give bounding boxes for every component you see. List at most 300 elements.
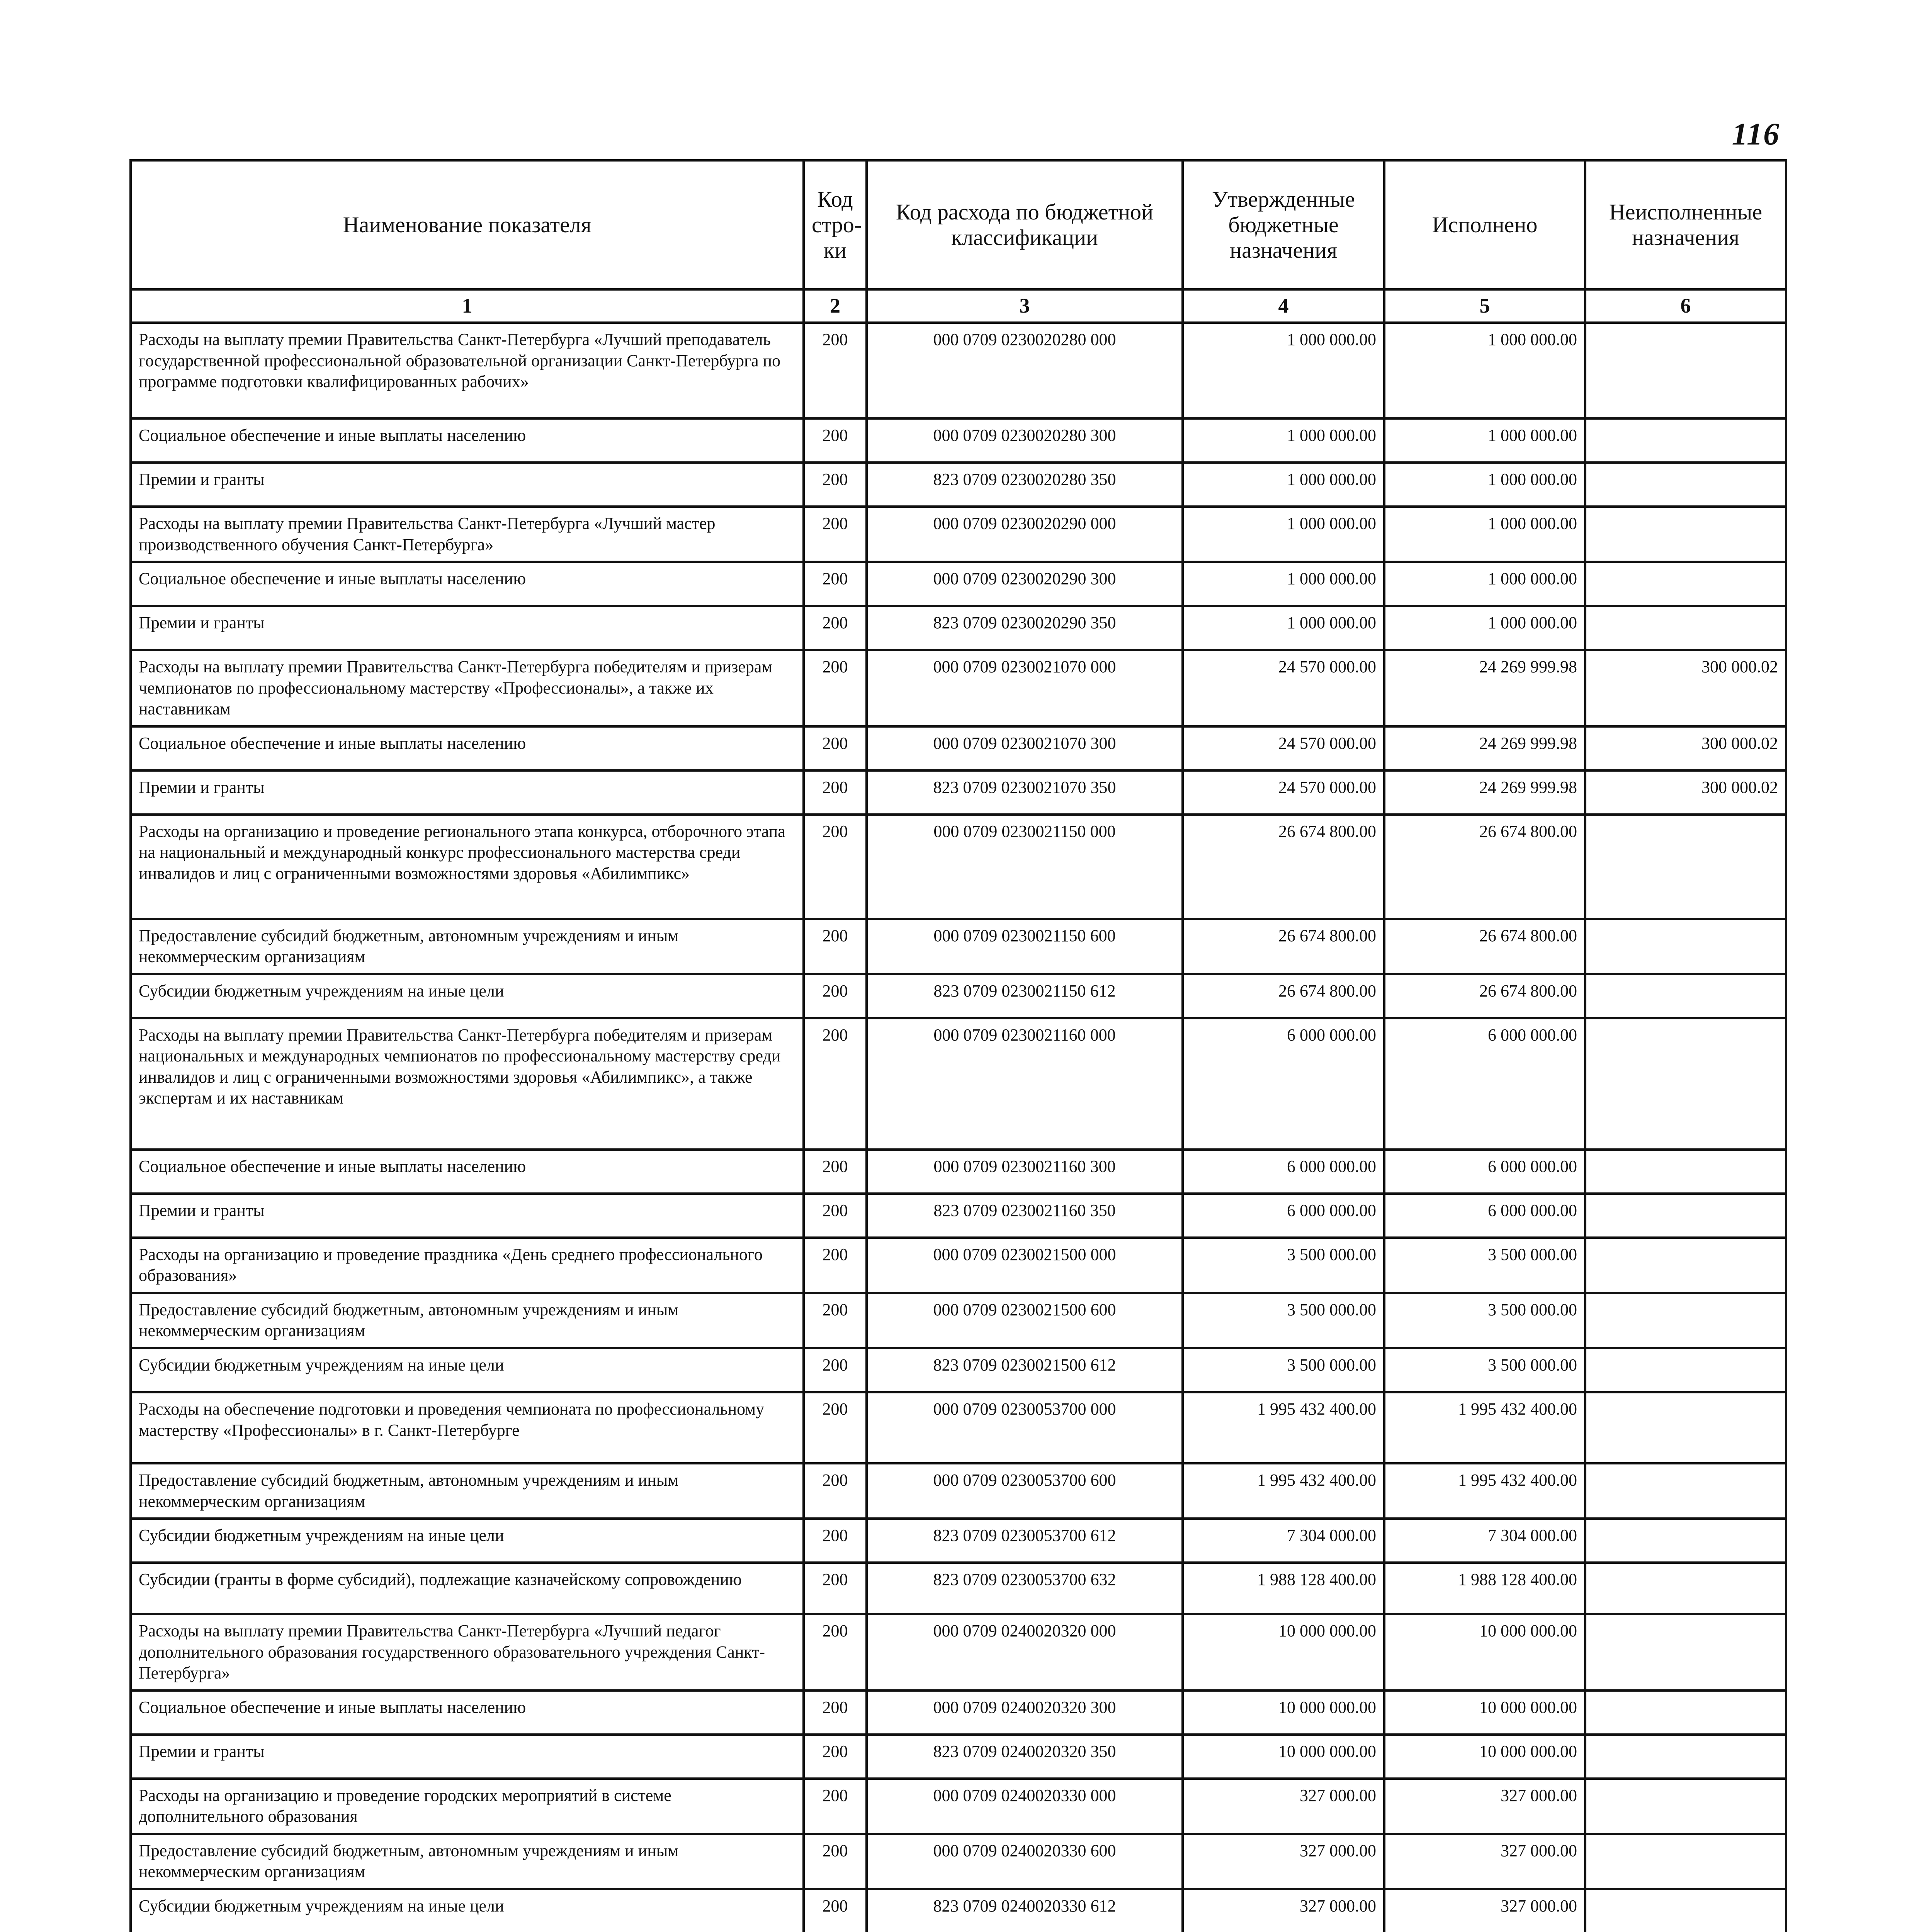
row-executed-cell — [1384, 919, 1585, 974]
row-unexecuted-cell — [1585, 1614, 1786, 1690]
table-row — [131, 1519, 1786, 1563]
row-unexecuted-cell — [1585, 463, 1786, 507]
row-executed-cell — [1384, 1293, 1585, 1348]
row-line-code-cell-text: 200 — [822, 981, 848, 1000]
row-executed-cell-text: 24 269 999.98 — [1479, 777, 1577, 797]
row-name-cell-text: Расходы на выплату премии Правительства Санкт-Петербурга «Лучший мастер производственного обучения Санкт-Петербурга» — [139, 514, 716, 554]
row-line-code-cell-text: 200 — [822, 569, 848, 588]
row-unexecuted-cell — [1585, 1889, 1786, 1932]
row-name-cell-text: Предоставление субсидий бюджетным, автономным учреждениям и иным некоммерческим организациям — [139, 1300, 679, 1340]
column-header-line-code: Код стро-ки — [804, 160, 867, 289]
table-row — [131, 770, 1786, 815]
row-line-code-cell — [804, 1018, 867, 1150]
table-row — [131, 1348, 1786, 1392]
row-budget-code-cell — [867, 1735, 1183, 1779]
row-budget-code-cell-text: 823 0709 0230020290 350 — [933, 613, 1116, 633]
row-executed-cell — [1384, 1735, 1585, 1779]
row-budget-code-cell — [867, 815, 1183, 919]
row-executed-cell-text: 6 000 000.00 — [1488, 1156, 1577, 1176]
row-budget-code-cell — [867, 562, 1183, 606]
row-approved-cell-text: 1 000 000.00 — [1287, 514, 1376, 533]
row-approved-cell — [1183, 1614, 1384, 1690]
row-budget-code-cell-text: 823 0709 0230021500 612 — [933, 1355, 1116, 1375]
column-number: 5 — [1384, 289, 1585, 323]
row-line-code-cell — [804, 418, 867, 463]
row-executed-cell — [1384, 1563, 1585, 1614]
row-line-code-cell — [804, 1779, 867, 1834]
row-unexecuted-cell — [1585, 1690, 1786, 1735]
row-executed-cell — [1384, 562, 1585, 606]
row-name-cell — [131, 1690, 804, 1735]
row-approved-cell — [1183, 1563, 1384, 1614]
table-body — [131, 323, 1786, 1932]
table-row — [131, 323, 1786, 418]
row-approved-cell-text: 24 570 000.00 — [1278, 657, 1376, 677]
row-unexecuted-cell — [1585, 974, 1786, 1018]
row-name-cell — [131, 1194, 804, 1238]
row-executed-cell — [1384, 1348, 1585, 1392]
table-row — [131, 1392, 1786, 1463]
row-name-cell — [131, 418, 804, 463]
row-line-code-cell-text: 200 — [822, 1471, 848, 1490]
row-line-code-cell-text: 200 — [822, 657, 848, 677]
row-budget-code-cell — [867, 1293, 1183, 1348]
row-approved-cell — [1183, 1194, 1384, 1238]
row-executed-cell-text: 6 000 000.00 — [1488, 1025, 1577, 1044]
row-line-code-cell — [804, 815, 867, 919]
row-approved-cell — [1183, 1018, 1384, 1150]
table-row — [131, 1194, 1786, 1238]
row-unexecuted-cell-text: 300 000.02 — [1701, 777, 1778, 797]
row-line-code-cell — [804, 1293, 867, 1348]
row-line-code-cell-text: 200 — [822, 1300, 848, 1319]
row-executed-cell — [1384, 1690, 1585, 1735]
row-budget-code-cell — [867, 1348, 1183, 1392]
row-unexecuted-cell — [1585, 1018, 1786, 1150]
row-line-code-cell-text: 200 — [822, 426, 848, 445]
row-line-code-cell — [804, 1563, 867, 1614]
row-name-cell-text: Субсидии бюджетным учреждениям на иные цели — [139, 981, 504, 1000]
row-name-cell-text: Субсидии бюджетным учреждениям на иные цели — [139, 1355, 504, 1375]
row-executed-cell-text: 1 000 000.00 — [1488, 426, 1577, 445]
row-approved-cell — [1183, 463, 1384, 507]
row-unexecuted-cell — [1585, 726, 1786, 770]
row-approved-cell-text: 6 000 000.00 — [1287, 1025, 1376, 1044]
row-name-cell — [131, 919, 804, 974]
row-budget-code-cell-text: 000 0709 0230021070 300 — [933, 733, 1116, 753]
row-name-cell-text: Расходы на организацию и проведение праздника «День среднего профессионального образования» — [139, 1245, 763, 1285]
row-executed-cell — [1384, 1834, 1585, 1889]
row-approved-cell-text: 7 304 000.00 — [1287, 1526, 1376, 1545]
row-name-cell-text: Субсидии бюджетным учреждениям на иные цели — [139, 1896, 504, 1915]
row-approved-cell-text: 24 570 000.00 — [1278, 777, 1376, 797]
row-executed-cell — [1384, 1463, 1585, 1519]
table-row — [131, 919, 1786, 974]
row-budget-code-cell-text: 000 0709 0230021160 300 — [933, 1156, 1116, 1176]
row-name-cell-text: Премии и гранты — [139, 613, 265, 633]
row-executed-cell — [1384, 1194, 1585, 1238]
row-approved-cell-text: 26 674 800.00 — [1278, 926, 1376, 945]
row-line-code-cell — [804, 1614, 867, 1690]
row-approved-cell-text: 1 000 000.00 — [1287, 470, 1376, 489]
row-unexecuted-cell — [1585, 650, 1786, 726]
row-approved-cell-text: 6 000 000.00 — [1287, 1156, 1376, 1176]
row-executed-cell-text: 26 674 800.00 — [1479, 926, 1577, 945]
row-line-code-cell — [804, 1348, 867, 1392]
column-number: 4 — [1183, 289, 1384, 323]
row-unexecuted-cell-text: 300 000.02 — [1701, 733, 1778, 753]
row-budget-code-cell — [867, 1238, 1183, 1293]
row-approved-cell — [1183, 1834, 1384, 1889]
row-approved-cell-text: 1 000 000.00 — [1287, 330, 1376, 349]
row-name-cell — [131, 463, 804, 507]
row-approved-cell — [1183, 1293, 1384, 1348]
row-name-cell — [131, 1150, 804, 1194]
row-budget-code-cell — [867, 1150, 1183, 1194]
row-executed-cell-text: 1 988 128 400.00 — [1458, 1570, 1577, 1589]
row-approved-cell-text: 10 000 000.00 — [1278, 1621, 1376, 1641]
row-executed-cell — [1384, 1889, 1585, 1932]
row-budget-code-cell-text: 823 0709 0230053700 612 — [933, 1526, 1116, 1545]
row-budget-code-cell — [867, 323, 1183, 418]
row-line-code-cell-text: 200 — [822, 1526, 848, 1545]
row-name-cell — [131, 770, 804, 815]
row-name-cell-text: Социальное обеспечение и иные выплаты населению — [139, 1156, 526, 1176]
table-row — [131, 1150, 1786, 1194]
row-line-code-cell-text: 200 — [822, 926, 848, 945]
row-approved-cell-text: 1 000 000.00 — [1287, 569, 1376, 588]
row-unexecuted-cell — [1585, 815, 1786, 919]
row-line-code-cell — [804, 1238, 867, 1293]
row-budget-code-cell-text: 000 0709 0230021160 000 — [933, 1025, 1116, 1044]
row-budget-code-cell — [867, 606, 1183, 650]
row-budget-code-cell-text: 000 0709 0230021070 000 — [933, 657, 1116, 677]
row-line-code-cell-text: 200 — [822, 613, 848, 633]
row-line-code-cell — [804, 562, 867, 606]
row-line-code-cell-text: 200 — [822, 1621, 848, 1641]
row-approved-cell-text: 327 000.00 — [1300, 1786, 1376, 1805]
row-name-cell-text: Расходы на выплату премии Правительства Санкт-Петербурга победителям и призерам национальных и международных чемпионатов по профессиональному мастерству среди инвалидов и лиц с ограниченными возможностями здоровья «Абилимпикс», а также экспертам и их наставникам — [139, 1025, 781, 1108]
row-line-code-cell — [804, 919, 867, 974]
row-name-cell — [131, 650, 804, 726]
row-name-cell — [131, 1519, 804, 1563]
column-header-budget-code: Код расхода по бюджетной классификации — [867, 160, 1183, 289]
table-row — [131, 1889, 1786, 1932]
row-unexecuted-cell — [1585, 606, 1786, 650]
row-line-code-cell-text: 200 — [822, 1742, 848, 1761]
row-line-code-cell — [804, 606, 867, 650]
row-budget-code-cell-text: 000 0709 0230020290 300 — [933, 569, 1116, 588]
row-budget-code-cell — [867, 919, 1183, 974]
row-budget-code-cell-text: 823 0709 0230020280 350 — [933, 470, 1116, 489]
row-budget-code-cell — [867, 1194, 1183, 1238]
row-line-code-cell — [804, 1150, 867, 1194]
row-approved-cell — [1183, 606, 1384, 650]
row-executed-cell-text: 327 000.00 — [1501, 1786, 1577, 1805]
table-row — [131, 1735, 1786, 1779]
row-approved-cell — [1183, 1519, 1384, 1563]
row-name-cell-text: Расходы на организацию и проведение регионального этапа конкурса, отборочного этапа на национальный и международный конкурс профессионального мастерства среди инвалидов и лиц с ограниченными возможностями здоровья «Абилимпикс» — [139, 821, 785, 883]
row-name-cell — [131, 323, 804, 418]
row-executed-cell-text: 1 000 000.00 — [1488, 613, 1577, 633]
row-name-cell-text: Предоставление субсидий бюджетным, автономным учреждениям и иным некоммерческим организациям — [139, 926, 679, 966]
row-executed-cell-text: 1 000 000.00 — [1488, 569, 1577, 588]
row-line-code-cell-text: 200 — [822, 1201, 848, 1220]
row-name-cell — [131, 507, 804, 562]
row-name-cell — [131, 1563, 804, 1614]
column-number: 1 — [131, 289, 804, 323]
row-line-code-cell-text: 200 — [822, 1841, 848, 1860]
table-row — [131, 1293, 1786, 1348]
table-row — [131, 726, 1786, 770]
row-executed-cell-text: 1 000 000.00 — [1488, 330, 1577, 349]
row-name-cell — [131, 1293, 804, 1348]
row-budget-code-cell-text: 000 0709 0240020320 000 — [933, 1621, 1116, 1641]
row-approved-cell — [1183, 1463, 1384, 1519]
row-approved-cell-text: 26 674 800.00 — [1278, 981, 1376, 1000]
row-approved-cell — [1183, 1690, 1384, 1735]
row-unexecuted-cell — [1585, 323, 1786, 418]
row-unexecuted-cell — [1585, 1834, 1786, 1889]
row-name-cell — [131, 815, 804, 919]
column-header-name: Наименование показателя — [131, 160, 804, 289]
row-budget-code-cell-text: 000 0709 0230053700 000 — [933, 1400, 1116, 1419]
row-budget-code-cell-text: 823 0709 0230021150 612 — [933, 981, 1116, 1000]
table-row — [131, 463, 1786, 507]
row-line-code-cell-text: 200 — [822, 1156, 848, 1176]
row-name-cell-text: Социальное обеспечение и иные выплаты населению — [139, 733, 526, 753]
row-budget-code-cell-text: 000 0709 0230020280 000 — [933, 330, 1116, 349]
row-budget-code-cell-text: 000 0709 0230021500 600 — [933, 1300, 1116, 1319]
row-approved-cell — [1183, 1348, 1384, 1392]
row-approved-cell — [1183, 323, 1384, 418]
row-line-code-cell — [804, 463, 867, 507]
row-line-code-cell — [804, 1834, 867, 1889]
row-unexecuted-cell — [1585, 1392, 1786, 1463]
row-line-code-cell — [804, 974, 867, 1018]
row-budget-code-cell-text: 000 0709 0230021150 600 — [933, 926, 1116, 945]
row-line-code-cell-text: 200 — [822, 1355, 848, 1375]
row-executed-cell-text: 3 500 000.00 — [1488, 1300, 1577, 1319]
row-line-code-cell-text: 200 — [822, 1025, 848, 1044]
row-name-cell — [131, 1779, 804, 1834]
row-line-code-cell-text: 200 — [822, 514, 848, 533]
column-number: 2 — [804, 289, 867, 323]
row-budget-code-cell-text: 823 0709 0240020330 612 — [933, 1896, 1116, 1915]
column-number: 6 — [1585, 289, 1786, 323]
row-executed-cell-text: 1 995 432 400.00 — [1458, 1471, 1577, 1490]
row-name-cell-text: Премии и гранты — [139, 470, 265, 489]
row-approved-cell — [1183, 1392, 1384, 1463]
row-executed-cell — [1384, 323, 1585, 418]
row-name-cell-text: Премии и гранты — [139, 1742, 265, 1761]
row-executed-cell-text: 327 000.00 — [1501, 1896, 1577, 1915]
column-header-executed: Исполнено — [1384, 160, 1585, 289]
row-name-cell — [131, 1614, 804, 1690]
row-budget-code-cell — [867, 1563, 1183, 1614]
row-executed-cell-text: 10 000 000.00 — [1479, 1742, 1577, 1761]
row-name-cell-text: Расходы на выплату премии Правительства Санкт-Петербурга «Лучший педагог дополнительного образования государственного образовательного учреждения Санкт-Петербурга» — [139, 1621, 765, 1683]
row-budget-code-cell-text: 000 0709 0240020330 600 — [933, 1841, 1116, 1860]
row-executed-cell-text: 1 000 000.00 — [1488, 514, 1577, 533]
row-budget-code-cell-text: 000 0709 0230021150 000 — [933, 821, 1116, 841]
row-unexecuted-cell-text: 300 000.02 — [1701, 657, 1778, 677]
row-executed-cell — [1384, 1519, 1585, 1563]
row-line-code-cell — [804, 770, 867, 815]
row-approved-cell-text: 1 995 432 400.00 — [1257, 1471, 1376, 1490]
row-name-cell-text: Расходы на организацию и проведение городских мероприятий в системе дополнительного образования — [139, 1786, 671, 1826]
row-name-cell — [131, 1348, 804, 1392]
row-budget-code-cell-text: 000 0709 0230053700 600 — [933, 1471, 1116, 1490]
row-budget-code-cell — [867, 1392, 1183, 1463]
row-executed-cell-text: 24 269 999.98 — [1479, 733, 1577, 753]
row-approved-cell — [1183, 507, 1384, 562]
row-line-code-cell-text: 200 — [822, 1570, 848, 1589]
row-budget-code-cell-text: 823 0709 0240020320 350 — [933, 1742, 1116, 1761]
row-line-code-cell — [804, 1735, 867, 1779]
row-approved-cell — [1183, 1779, 1384, 1834]
row-name-cell — [131, 1834, 804, 1889]
row-executed-cell-text: 3 500 000.00 — [1488, 1355, 1577, 1375]
row-executed-cell — [1384, 418, 1585, 463]
row-executed-cell-text: 10 000 000.00 — [1479, 1621, 1577, 1641]
row-unexecuted-cell — [1585, 507, 1786, 562]
column-header-approved: Утвержденные бюджетные назначения — [1183, 160, 1384, 289]
row-unexecuted-cell — [1585, 1194, 1786, 1238]
row-line-code-cell — [804, 1889, 867, 1932]
row-name-cell-text: Социальное обеспечение и иные выплаты населению — [139, 569, 526, 588]
row-name-cell — [131, 606, 804, 650]
table-row — [131, 650, 1786, 726]
column-number-row — [131, 289, 1786, 323]
row-name-cell-text: Социальное обеспечение и иные выплаты населению — [139, 1697, 526, 1717]
row-budget-code-cell-text: 823 0709 0230021070 350 — [933, 777, 1116, 797]
row-budget-code-cell-text: 000 0709 0230020280 300 — [933, 426, 1116, 445]
row-budget-code-cell — [867, 650, 1183, 726]
budget-execution-table — [129, 159, 1787, 1932]
row-budget-code-cell — [867, 1018, 1183, 1150]
row-budget-code-cell — [867, 726, 1183, 770]
row-budget-code-cell — [867, 418, 1183, 463]
row-unexecuted-cell — [1585, 1150, 1786, 1194]
row-unexecuted-cell — [1585, 1348, 1786, 1392]
row-approved-cell — [1183, 974, 1384, 1018]
row-line-code-cell-text: 200 — [822, 1786, 848, 1805]
row-name-cell-text: Расходы на выплату премии Правительства Санкт-Петербурга победителям и призерам чемпионатов по профессиональному мастерству «Профессионалы», а также их наставникам — [139, 657, 773, 719]
row-unexecuted-cell — [1585, 1563, 1786, 1614]
row-line-code-cell — [804, 1690, 867, 1735]
row-approved-cell — [1183, 1238, 1384, 1293]
row-name-cell-text: Расходы на выплату премии Правительства Санкт-Петербурга «Лучший преподаватель государственной профессиональной образовательной организации Санкт-Петербурга по программе подготовки квалифицированных рабочих» — [139, 330, 781, 391]
row-line-code-cell-text: 200 — [822, 330, 848, 349]
row-executed-cell — [1384, 507, 1585, 562]
row-unexecuted-cell — [1585, 1519, 1786, 1563]
row-name-cell — [131, 726, 804, 770]
row-executed-cell — [1384, 974, 1585, 1018]
row-executed-cell-text: 3 500 000.00 — [1488, 1245, 1577, 1264]
row-name-cell — [131, 1889, 804, 1932]
row-executed-cell — [1384, 815, 1585, 919]
row-budget-code-cell-text: 000 0709 0230021500 000 — [933, 1245, 1116, 1264]
row-unexecuted-cell — [1585, 770, 1786, 815]
row-name-cell — [131, 1018, 804, 1150]
row-executed-cell — [1384, 1018, 1585, 1150]
page-number: 116 — [1732, 116, 1780, 151]
row-approved-cell — [1183, 1150, 1384, 1194]
row-budget-code-cell — [867, 1519, 1183, 1563]
table-header-row — [131, 160, 1786, 289]
row-name-cell — [131, 562, 804, 606]
table-row — [131, 1238, 1786, 1293]
row-name-cell — [131, 1392, 804, 1463]
row-line-code-cell — [804, 323, 867, 418]
row-line-code-cell-text: 200 — [822, 1896, 848, 1915]
row-name-cell-text: Субсидии (гранты в форме субсидий), подлежащие казначейскому сопровождению — [139, 1570, 742, 1589]
row-executed-cell-text: 26 674 800.00 — [1479, 821, 1577, 841]
table-row — [131, 1834, 1786, 1889]
row-executed-cell — [1384, 1238, 1585, 1293]
row-executed-cell — [1384, 1150, 1585, 1194]
row-name-cell — [131, 1735, 804, 1779]
row-line-code-cell-text: 200 — [822, 733, 848, 753]
row-unexecuted-cell — [1585, 919, 1786, 974]
row-executed-cell — [1384, 463, 1585, 507]
column-header-unexecuted: Неисполненные назначения — [1585, 160, 1786, 289]
row-approved-cell — [1183, 726, 1384, 770]
row-approved-cell-text: 1 000 000.00 — [1287, 613, 1376, 633]
row-approved-cell — [1183, 650, 1384, 726]
row-line-code-cell-text: 200 — [822, 821, 848, 841]
row-name-cell-text: Премии и гранты — [139, 1201, 265, 1220]
row-approved-cell-text: 3 500 000.00 — [1287, 1245, 1376, 1264]
row-executed-cell-text: 6 000 000.00 — [1488, 1201, 1577, 1220]
row-executed-cell — [1384, 770, 1585, 815]
row-name-cell — [131, 974, 804, 1018]
table-row — [131, 418, 1786, 463]
row-unexecuted-cell — [1585, 1463, 1786, 1519]
row-executed-cell — [1384, 650, 1585, 726]
row-executed-cell — [1384, 606, 1585, 650]
row-line-code-cell-text: 200 — [822, 1400, 848, 1419]
row-budget-code-cell-text: 000 0709 0240020330 000 — [933, 1786, 1116, 1805]
row-unexecuted-cell — [1585, 1238, 1786, 1293]
table-row — [131, 507, 1786, 562]
row-name-cell-text: Социальное обеспечение и иные выплаты населению — [139, 426, 526, 445]
row-approved-cell — [1183, 562, 1384, 606]
row-budget-code-cell — [867, 1834, 1183, 1889]
row-name-cell-text: Субсидии бюджетным учреждениям на иные цели — [139, 1526, 504, 1545]
column-number: 3 — [867, 289, 1183, 323]
row-approved-cell — [1183, 1735, 1384, 1779]
row-approved-cell-text: 10 000 000.00 — [1278, 1742, 1376, 1761]
row-approved-cell — [1183, 1889, 1384, 1932]
row-executed-cell — [1384, 1614, 1585, 1690]
row-executed-cell — [1384, 1392, 1585, 1463]
table-row — [131, 974, 1786, 1018]
row-line-code-cell — [804, 1519, 867, 1563]
table-row — [131, 562, 1786, 606]
row-budget-code-cell — [867, 1779, 1183, 1834]
table-row — [131, 1690, 1786, 1735]
table-row — [131, 1563, 1786, 1614]
row-budget-code-cell-text: 823 0709 0230053700 632 — [933, 1570, 1116, 1589]
row-line-code-cell — [804, 1463, 867, 1519]
row-executed-cell-text: 1 995 432 400.00 — [1458, 1400, 1577, 1419]
row-approved-cell-text: 3 500 000.00 — [1287, 1355, 1376, 1375]
row-approved-cell-text: 6 000 000.00 — [1287, 1201, 1376, 1220]
row-line-code-cell-text: 200 — [822, 470, 848, 489]
row-approved-cell-text: 1 995 432 400.00 — [1257, 1400, 1376, 1419]
